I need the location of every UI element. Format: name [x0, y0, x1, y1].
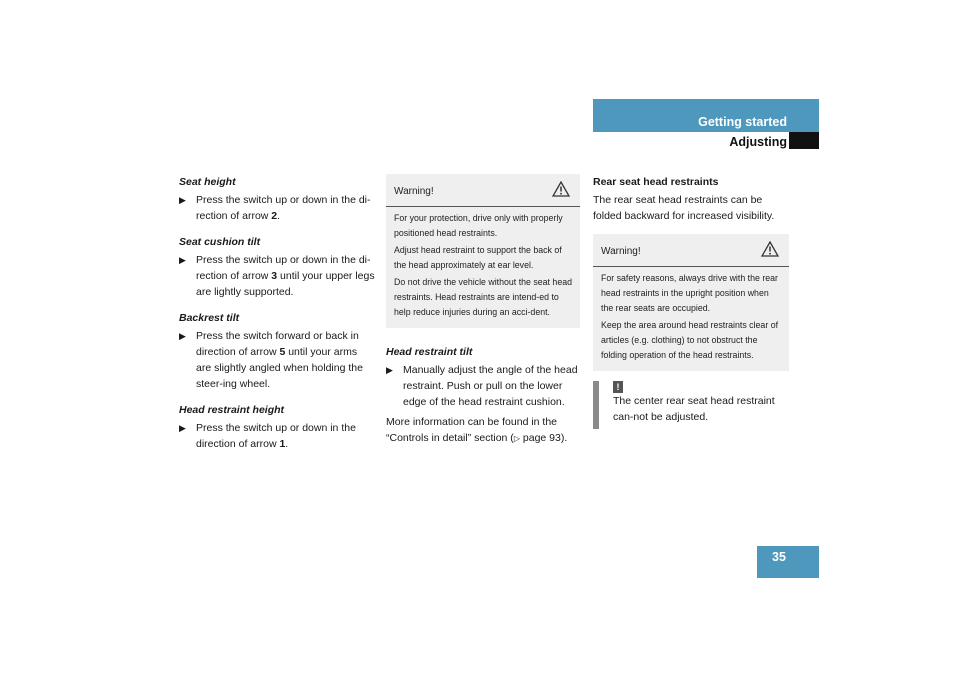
warning-box: [593, 234, 789, 371]
column-right: [593, 174, 789, 425]
warning-paragraph: For safety reasons, always drive with the rear head restraints in the upright position when the rear seats are occupied.: [601, 273, 778, 313]
column-middle: [386, 174, 580, 449]
note-box: [593, 381, 789, 425]
warning-title: Warning!: [601, 246, 641, 257]
note-text: The center rear seat head restraint can-not be adjusted.: [613, 395, 775, 423]
backrest-heading: Backrest tilt: [179, 312, 240, 324]
head-tilt-step: ▶ Manually adjust the angle of the head restraint. Push or pull on the lower edge of the head restraint cushion.: [386, 364, 578, 408]
seat-cushion-heading: Seat cushion tilt: [179, 236, 261, 248]
more-info-text: More information can be found in the “Controls in detail” section (▷ page 93).: [386, 416, 568, 444]
bullet-arrow-icon: ▶: [179, 195, 186, 205]
seat-height-heading: Seat height: [179, 176, 236, 188]
page-reference-icon: ▷: [513, 434, 520, 443]
section-header: [593, 132, 819, 152]
warning-header: [386, 174, 580, 207]
note-bar: [593, 381, 599, 429]
warning-paragraph: Keep the area around head restraints clear of articles (e.g. clothing) to not obstruct the folding operation of the head restraints.: [601, 320, 779, 360]
warning-body: [593, 267, 789, 363]
bullet-arrow-icon: ▶: [179, 255, 186, 265]
page-number-box: [757, 546, 819, 578]
seat-cushion-step: ▶ Press the switch up or down in the di-rection of arrow 3 until your upper legs are lightly supported.: [179, 254, 375, 298]
column-left: [179, 174, 375, 456]
backrest-step: ▶ Press the switch forward or back in direction of arrow 5 until your arms are slightly angled when holding the steer-ing wheel.: [179, 330, 363, 390]
warning-paragraph: Adjust head restraint to support the back of the head approximately at ear level.: [394, 245, 562, 270]
warning-title: Warning!: [394, 186, 434, 197]
section-marker: [789, 132, 819, 149]
seat-height-step: ▶ Press the switch up or down in the di-rection of arrow 2.: [179, 194, 371, 222]
bullet-arrow-icon: ▶: [179, 423, 186, 433]
page-number: 35: [772, 550, 786, 564]
head-tilt-heading: Head restraint tilt: [386, 346, 473, 358]
warning-paragraph: For your protection, drive only with properly positioned head restraints.: [394, 213, 563, 238]
page-reference[interactable]: page 93: [522, 432, 561, 444]
chapter-title: Getting started: [698, 115, 787, 129]
head-height-step: ▶ Press the switch up or down in the direction of arrow 1.: [179, 422, 356, 450]
warning-body: [386, 207, 580, 320]
warning-triangle-icon: [552, 181, 570, 197]
note-icon: !: [613, 381, 623, 393]
bullet-arrow-icon: ▶: [386, 365, 393, 375]
head-height-heading: Head restraint height: [179, 404, 285, 416]
rear-restraints-intro: The rear seat head restraints can be folded backward for increased visibility.: [593, 194, 775, 222]
section-title: Adjusting: [729, 135, 787, 149]
warning-paragraph: Do not drive the vehicle without the seat head restraints. Head restraints are intend-ed to help reduce injuries during an acci-dent.: [394, 277, 573, 317]
warning-box: [386, 174, 580, 328]
warning-triangle-icon: [761, 241, 779, 257]
bullet-arrow-icon: ▶: [179, 331, 186, 341]
warning-header: [593, 234, 789, 267]
rear-restraints-heading: Rear seat head restraints: [593, 176, 719, 188]
